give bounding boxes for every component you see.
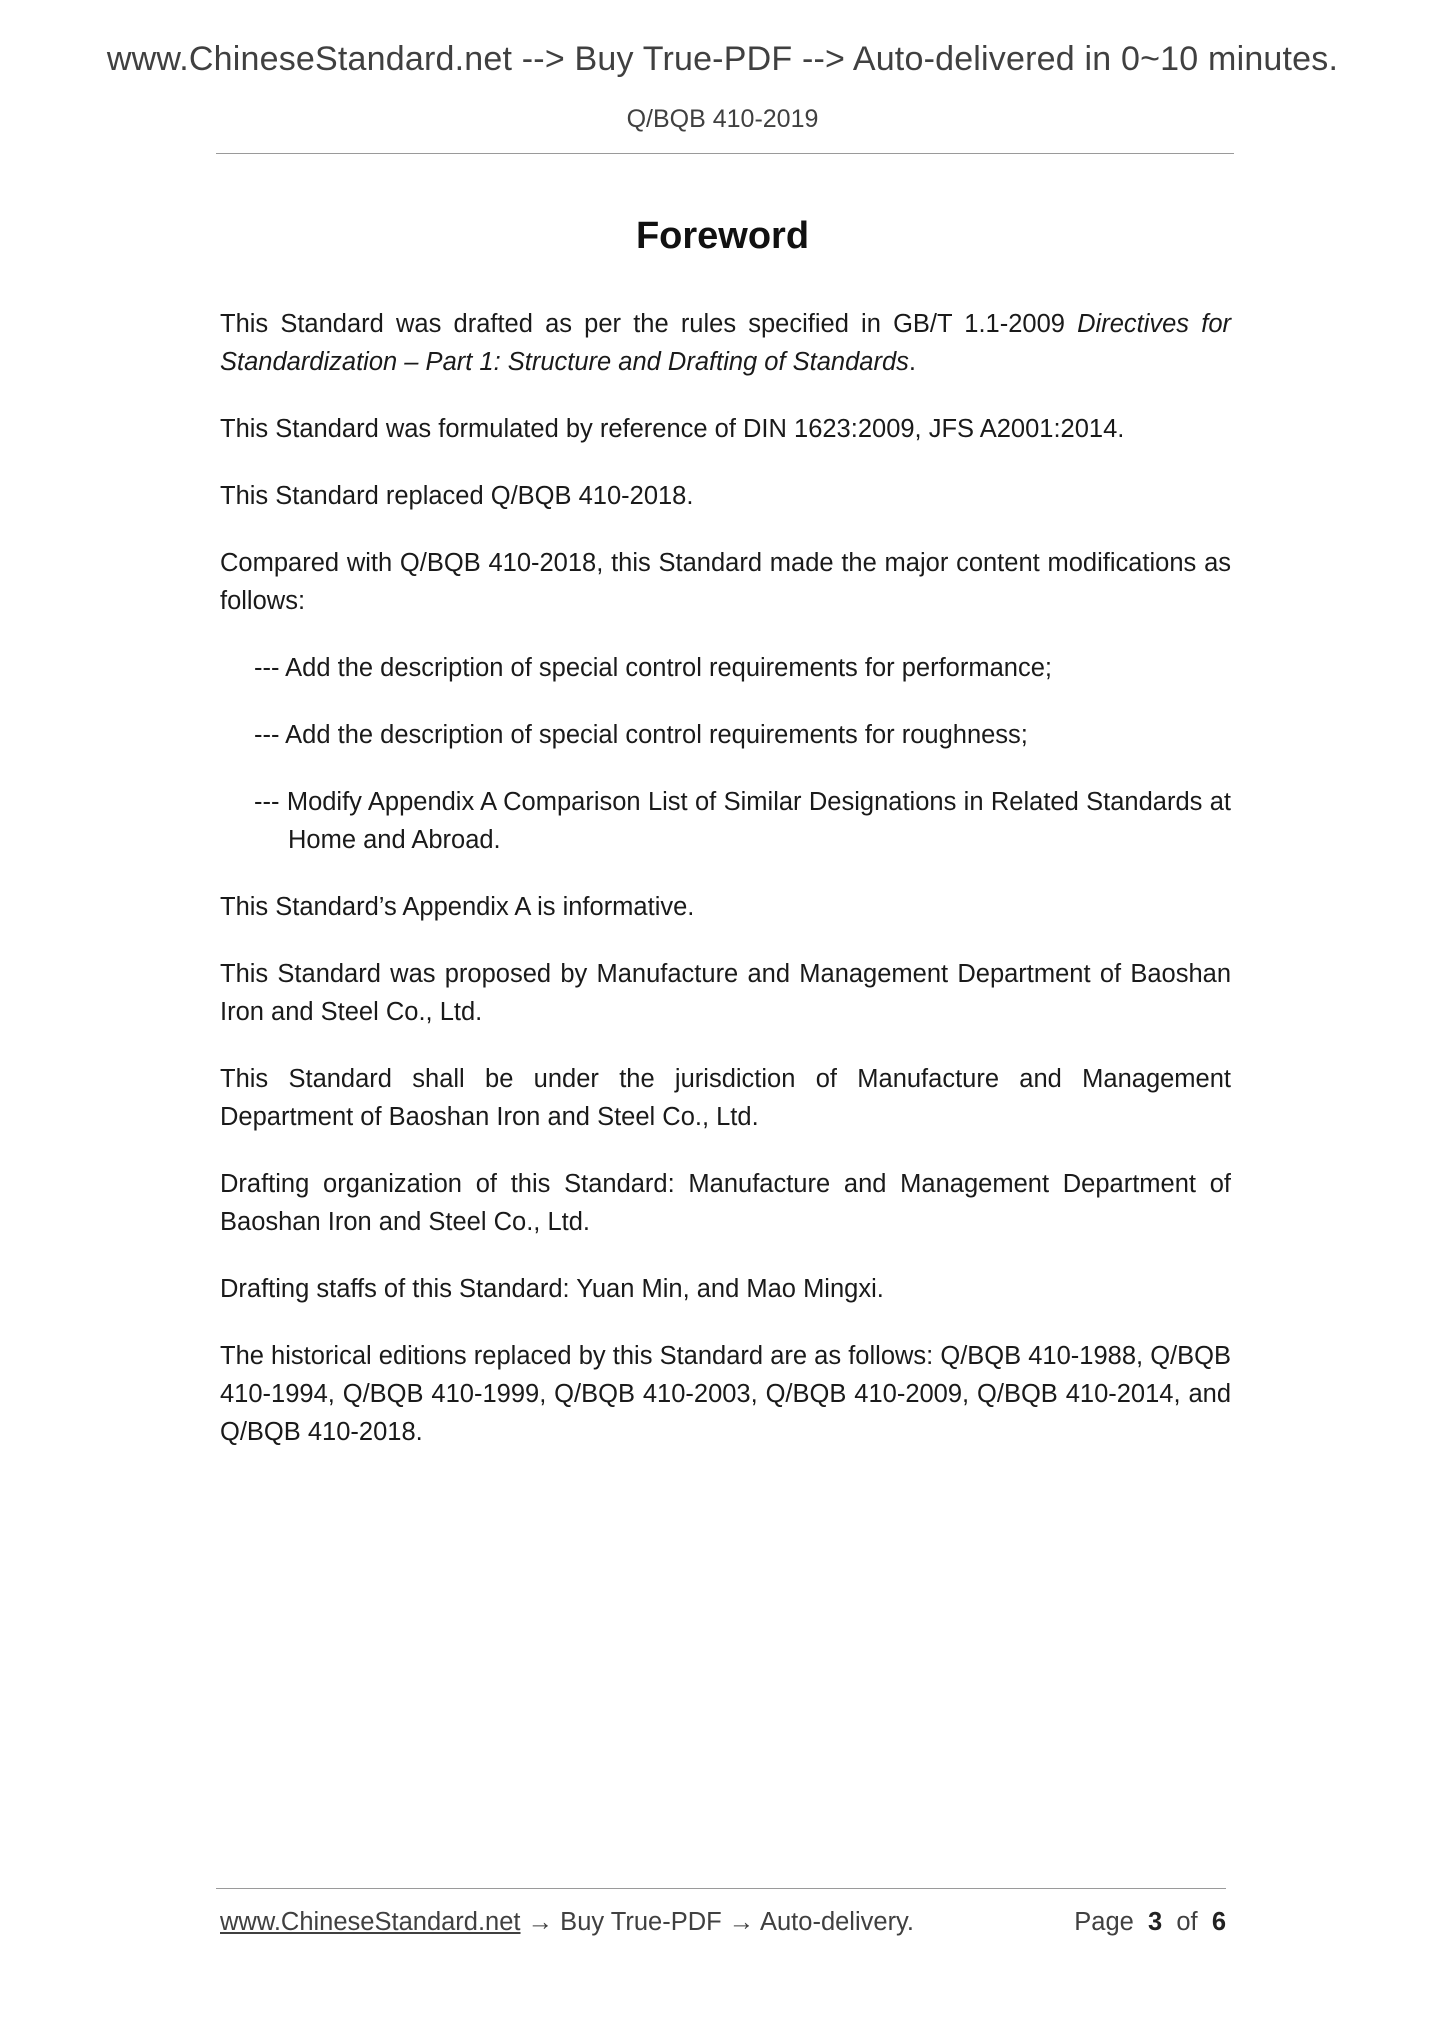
paragraph-modifications-intro: Compared with Q/BQB 410-2018, this Standard made the major content modifications as follows: [220, 549, 1231, 615]
page-current: 3 [1148, 1908, 1163, 1936]
paragraph-replaced: This Standard replaced Q/BQB 410-2018. [220, 482, 694, 510]
paragraph-text: This Standard was drafted as per the rules specified in GB/T 1.1-2009 [220, 310, 1078, 338]
paragraph-historical-editions: The historical editions replaced by this Standard are as follows: Q/BQB 410-1988, Q/BQB 410-1994, Q/BQB 410-1999, Q/BQB 410-2003, Q/BQB 410-2009, Q/BQB 410-2014, and Q/BQB 410-2018. [220, 1342, 1231, 1446]
page-number [1074, 1908, 1226, 1937]
page-footer [220, 1908, 1226, 1944]
list-item: --- Add the description of special control requirements for roughness; [254, 721, 1028, 749]
list-item: --- Modify Appendix A Comparison List of Similar Designations in Related Standards at Home and Abroad. [254, 788, 1231, 854]
paragraph-period: . [908, 348, 916, 376]
footer-tagline: → Buy True-PDF → Auto-delivery. [520, 1908, 914, 1936]
document-code: Q/BQB 410-2019 [626, 105, 819, 133]
paragraph-proposed-by: This Standard was proposed by Manufacture and Management Department of Baoshan Iron and Steel Co., Ltd. [220, 960, 1231, 1026]
foreword-body [220, 305, 1231, 1480]
paragraph-drafting-organization: Drafting organization of this Standard: Manufacture and Management Department of Baoshan Iron and Steel Co., Ltd. [220, 1170, 1231, 1236]
list-item: --- Add the description of special control requirements for performance; [254, 654, 1052, 682]
footer-site-link[interactable]: www.ChineseStandard.net [220, 1908, 521, 1936]
of-label: of [1176, 1908, 1198, 1936]
top-banner: www.ChineseStandard.net --> Buy True-PDF --> Auto-delivered in 0~10 minutes. [106, 40, 1339, 78]
header-divider [216, 153, 1234, 154]
page-total: 6 [1211, 1908, 1226, 1936]
paragraph-drafting-staff: Drafting staffs of this Standard: Yuan Min, and Mao Mingxi. [220, 1275, 884, 1303]
paragraph-appendix: This Standard’s Appendix A is informative. [220, 893, 695, 921]
paragraph-jurisdiction: This Standard shall be under the jurisdiction of Manufacture and Management Department of Baoshan Iron and Steel Co., Ltd. [220, 1065, 1231, 1131]
page-label: Page [1074, 1908, 1134, 1936]
paragraph-reference: This Standard was formulated by reference of DIN 1623:2009, JFS A2001:2014. [220, 415, 1125, 443]
footer-left [220, 1908, 914, 1937]
page-title: Foreword [635, 215, 810, 257]
referenced-standard-title: Directives for Standardization – Part 1: Structure and Drafting of Standards [220, 310, 1231, 376]
paragraph-drafting-rules [220, 305, 1231, 381]
footer-divider [216, 1888, 1226, 1889]
